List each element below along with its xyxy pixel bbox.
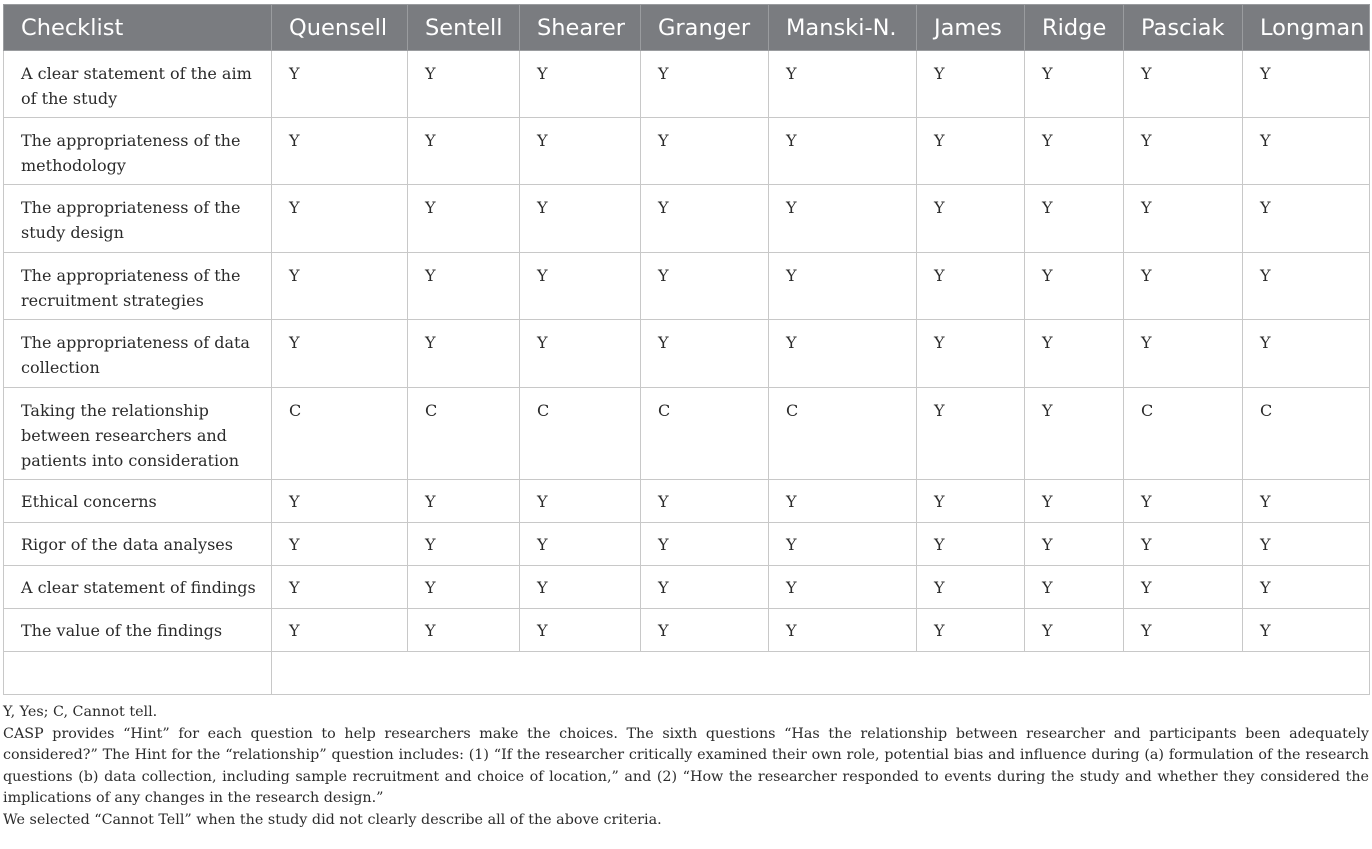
- header-manski-n: Manski-N.: [769, 5, 917, 51]
- table-row: [4, 320, 1370, 388]
- checklist-item-label: Taking the relationship between researchers and patients into consideration: [4, 388, 272, 480]
- rating-cell: Y: [917, 566, 1025, 609]
- footnote-legend: Y, Yes; C, Cannot tell.: [3, 704, 158, 720]
- header-shearer: Shearer: [520, 5, 641, 51]
- casp-checklist-table: [3, 4, 1370, 695]
- rating-cell: Y: [641, 253, 769, 320]
- checklist-item-label: The appropriateness of data collection: [4, 320, 272, 388]
- header-pasciak: Pasciak: [1124, 5, 1243, 51]
- rating-cell: Y: [408, 51, 520, 118]
- checklist-item-label: The appropriateness of the study design: [4, 185, 272, 253]
- table-row: [4, 609, 1370, 652]
- table-row: [4, 388, 1370, 480]
- rating-cell: Y: [769, 253, 917, 320]
- header-longman: Longman: [1243, 5, 1370, 51]
- header-ridge: Ridge: [1025, 5, 1124, 51]
- rating-cell: Y: [641, 480, 769, 523]
- rating-cell: Y: [408, 480, 520, 523]
- checklist-item-label: Ethical concerns: [4, 480, 272, 523]
- rating-cell: Y: [641, 185, 769, 253]
- table-row: [4, 253, 1370, 320]
- rating-cell: Y: [769, 118, 917, 185]
- rating-cell: Y: [408, 118, 520, 185]
- header-granger: Granger: [641, 5, 769, 51]
- rating-cell: Y: [408, 185, 520, 253]
- rating-cell: Y: [1243, 51, 1370, 118]
- rating-cell: Y: [1243, 480, 1370, 523]
- rating-cell: Y: [641, 51, 769, 118]
- table-footnotes: [3, 702, 1369, 831]
- rating-cell: Y: [769, 480, 917, 523]
- table-row: [4, 185, 1370, 253]
- header-james: James: [917, 5, 1025, 51]
- rating-cell: Y: [1243, 185, 1370, 253]
- rating-cell: Y: [641, 118, 769, 185]
- rating-cell: Y: [917, 320, 1025, 388]
- rating-cell: Y: [1025, 51, 1124, 118]
- rating-cell: Y: [272, 523, 408, 566]
- rating-cell: Y: [1243, 253, 1370, 320]
- rating-cell: Y: [272, 566, 408, 609]
- rating-cell: Y: [1025, 118, 1124, 185]
- rating-cell: C: [408, 388, 520, 480]
- rating-cell: Y: [272, 185, 408, 253]
- rating-cell: Y: [769, 609, 917, 652]
- rating-cell: Y: [769, 566, 917, 609]
- checklist-item-label: The appropriateness of the recruitment strategies: [4, 253, 272, 320]
- rating-cell: Y: [917, 609, 1025, 652]
- rating-cell: Y: [1124, 253, 1243, 320]
- checklist-item-label: A clear statement of the aim of the study: [4, 51, 272, 118]
- table-row: [4, 118, 1370, 185]
- header-sentell: Sentell: [408, 5, 520, 51]
- checklist-item-label: Rigor of the data analyses: [4, 523, 272, 566]
- rating-cell: Y: [1025, 609, 1124, 652]
- rating-cell: Y: [917, 480, 1025, 523]
- rating-cell: Y: [1025, 388, 1124, 480]
- rating-cell: Y: [1124, 118, 1243, 185]
- rating-cell: C: [520, 388, 641, 480]
- rating-cell: Y: [272, 609, 408, 652]
- rating-cell: Y: [272, 480, 408, 523]
- table-row: [4, 480, 1370, 523]
- rating-cell: Y: [769, 320, 917, 388]
- table-body: [4, 51, 1370, 695]
- rating-cell: Y: [641, 566, 769, 609]
- header-checklist: Checklist: [4, 5, 272, 51]
- rating-cell: Y: [1124, 51, 1243, 118]
- table-header-row: [4, 5, 1370, 51]
- rating-cell: Y: [272, 118, 408, 185]
- rating-cell: Y: [1243, 609, 1370, 652]
- rating-cell: Y: [917, 253, 1025, 320]
- footnote-hint: CASP provides “Hint” for each question to help researchers make the choices. The sixth questions “Has the relationship between researcher and participants been adequately considered?” The Hint for the “relationship” question includes: (1) “If the researcher critically examined their own role, potential bias and influence during (a) formulation of the research questions (b) data collection, including sample recruitment and choice of location,” and (2) “How the researcher responded to events during the study and whether they considered the implications of any changes in the research design.”: [3, 725, 1369, 806]
- rating-cell: Y: [1124, 523, 1243, 566]
- rating-cell: C: [272, 388, 408, 480]
- empty-row: [4, 652, 1370, 695]
- rating-cell: Y: [1025, 253, 1124, 320]
- rating-cell: C: [641, 388, 769, 480]
- rating-cell: Y: [1124, 320, 1243, 388]
- rating-cell: Y: [1025, 185, 1124, 253]
- empty-cell: [272, 652, 1370, 695]
- rating-cell: C: [1243, 388, 1370, 480]
- rating-cell: Y: [917, 523, 1025, 566]
- rating-cell: Y: [408, 566, 520, 609]
- rating-cell: Y: [408, 253, 520, 320]
- rating-cell: Y: [769, 51, 917, 118]
- rating-cell: Y: [1025, 480, 1124, 523]
- rating-cell: Y: [1124, 566, 1243, 609]
- rating-cell: Y: [520, 118, 641, 185]
- rating-cell: Y: [1124, 609, 1243, 652]
- header-quensell: Quensell: [272, 5, 408, 51]
- rating-cell: Y: [917, 118, 1025, 185]
- rating-cell: Y: [1243, 523, 1370, 566]
- footnote-selection: We selected “Cannot Tell” when the study did not clearly describe all of the above criteria.: [3, 811, 662, 828]
- rating-cell: Y: [520, 185, 641, 253]
- rating-cell: Y: [408, 609, 520, 652]
- rating-cell: Y: [520, 609, 641, 652]
- rating-cell: Y: [520, 253, 641, 320]
- rating-cell: C: [1124, 388, 1243, 480]
- rating-cell: Y: [272, 51, 408, 118]
- table-row: [4, 566, 1370, 609]
- rating-cell: Y: [1243, 320, 1370, 388]
- rating-cell: Y: [520, 480, 641, 523]
- rating-cell: Y: [1025, 320, 1124, 388]
- rating-cell: Y: [1124, 185, 1243, 253]
- rating-cell: Y: [917, 51, 1025, 118]
- rating-cell: Y: [520, 566, 641, 609]
- checklist-item-label: The value of the findings: [4, 609, 272, 652]
- rating-cell: Y: [520, 320, 641, 388]
- rating-cell: Y: [641, 609, 769, 652]
- rating-cell: Y: [1025, 523, 1124, 566]
- rating-cell: Y: [272, 320, 408, 388]
- rating-cell: C: [769, 388, 917, 480]
- rating-cell: Y: [1243, 118, 1370, 185]
- rating-cell: Y: [917, 388, 1025, 480]
- rating-cell: Y: [1025, 566, 1124, 609]
- rating-cell: Y: [917, 185, 1025, 253]
- table-row: [4, 523, 1370, 566]
- rating-cell: Y: [272, 253, 408, 320]
- rating-cell: Y: [641, 320, 769, 388]
- rating-cell: Y: [769, 185, 917, 253]
- empty-cell: [4, 652, 272, 695]
- rating-cell: Y: [520, 51, 641, 118]
- rating-cell: Y: [1124, 480, 1243, 523]
- rating-cell: Y: [520, 523, 641, 566]
- rating-cell: Y: [641, 523, 769, 566]
- rating-cell: Y: [408, 320, 520, 388]
- rating-cell: Y: [769, 523, 917, 566]
- checklist-item-label: The appropriateness of the methodology: [4, 118, 272, 185]
- rating-cell: Y: [408, 523, 520, 566]
- table-row: [4, 51, 1370, 118]
- checklist-item-label: A clear statement of findings: [4, 566, 272, 609]
- rating-cell: Y: [1243, 566, 1370, 609]
